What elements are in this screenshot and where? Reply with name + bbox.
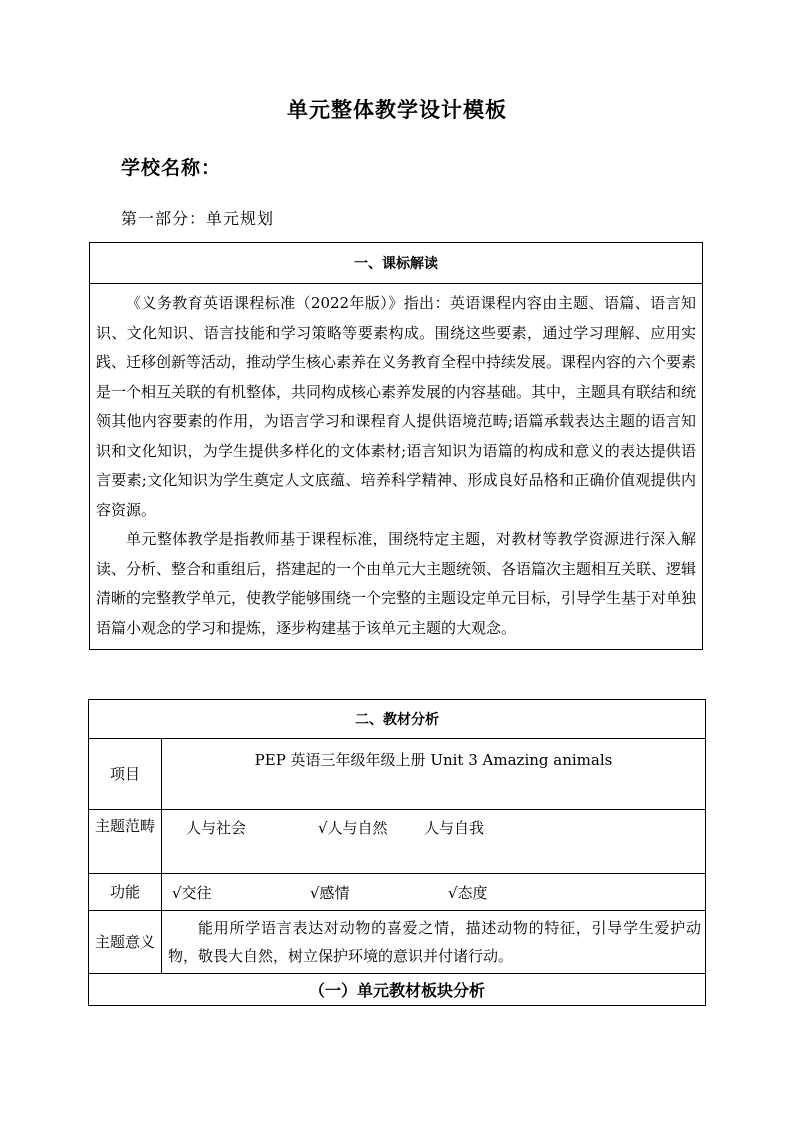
- function-option-attitude: √态度: [448, 883, 488, 902]
- project-label: 项目: [89, 739, 162, 810]
- curriculum-standard-table: [89, 242, 703, 650]
- function-option-communication: √交往: [172, 883, 212, 902]
- school-name-label: 学校名称：: [121, 157, 222, 179]
- theme-meaning-label: 主题意义: [89, 911, 162, 974]
- section1-paragraph: 单元整体教学是指教师基于课程标准，围绕特定主题，对教材等教学资源进行深入解读、分析、整合和重组后，搭建起的一个由单元大主题统领、各语篇次主题相互关联、逻辑清晰的完整教学单元，使教学能够围绕一个完整的主题设定单元目标，引导学生基于对单独语篇小观念的学习和提炼，逐步构建基于该单元主题的大观念。: [96, 530, 697, 637]
- part-one-heading: 第一部分：单元规划: [121, 209, 275, 228]
- theme-option-society: 人与社会: [186, 819, 247, 837]
- section1-paragraph: 《义务教育英语课程标准（2022年版）》指出：英语课程内容由主题、语篇、语言知识、文化知识、语言技能和学习策略等要素构成。围绕这些要素，通过学习理解、应用实践、迁移创新等活动，推动学生核心素养在义务教育全程中持续发展。课程内容的六个要素是一个相互关联的有机整体，共同构成核心素养发展的内容基础。其中，主题具有联结和统领其他内容要素的作用，为语言学习和课程育人提供语境范畴;语篇承载表达主题的语言知识和文化知识，为学生提供多样化的文体素材;语言知识为语篇的构成和意义的表达提供语言要素;文化知识为学生奠定人文底蕴、培养科学精神、形成良好品格和正确价值观提供内容资源。: [96, 294, 697, 519]
- function-label: 功能: [89, 874, 162, 911]
- section1-heading: 一、课标解读: [90, 243, 703, 284]
- project-value: PEP 英语三年级年级上册 Unit 3 Amazing animals: [162, 739, 706, 810]
- theme-category-label: 主题范畴: [89, 810, 162, 874]
- theme-meaning-text: 能用所学语言表达对动物的喜爱之情，描述动物的特征，引导学生爱护动物，敬畏大自然，树立保护环境的意识并付诸行动。: [168, 919, 701, 965]
- document-title: 单元整体教学设计模板: [287, 98, 507, 122]
- theme-option-nature: √人与自然: [318, 819, 388, 837]
- unit-module-analysis-heading: （一）单元教材板块分析: [89, 974, 706, 1006]
- function-options: [162, 874, 706, 911]
- theme-option-self: 人与自我: [424, 819, 485, 837]
- textbook-analysis-table: [88, 699, 706, 1006]
- section2-heading: 二、教材分析: [89, 700, 706, 739]
- theme-category-options: [162, 810, 706, 874]
- theme-meaning-cell: [162, 911, 706, 974]
- function-option-emotion: √感情: [310, 883, 350, 902]
- section1-body: [90, 284, 703, 650]
